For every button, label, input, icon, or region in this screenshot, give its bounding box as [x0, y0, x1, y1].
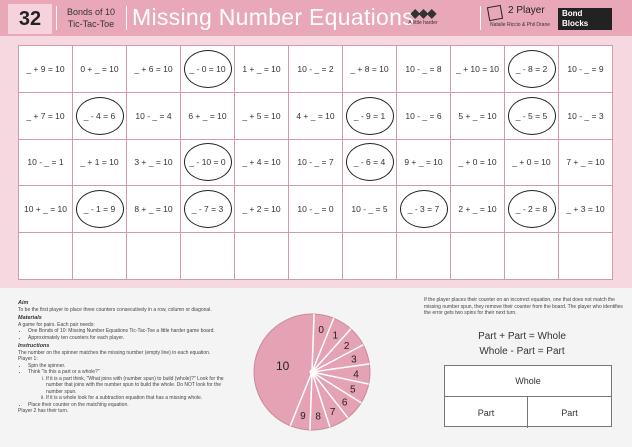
board-cell[interactable] [451, 140, 504, 186]
page-title: Missing Number Equations [132, 4, 415, 30]
equation-text: _ - 1 = 9 [83, 204, 116, 215]
board-cell[interactable] [19, 46, 72, 92]
list-item: ii. If it is a whole look for a subtraction equation that has a missing whole. [46, 395, 236, 402]
board-cell[interactable] [289, 46, 342, 92]
logo-line-2: Blocks [562, 19, 589, 28]
activity-number: 32 [8, 4, 52, 34]
equation-text: 3 + _ = 10 [134, 157, 173, 168]
materials-heading: Materials [18, 315, 42, 321]
instructions-intro: The number on the spinner matches the missing number (empty line) in each equation. [18, 349, 211, 356]
board-cell[interactable] [397, 140, 450, 186]
spinner-label: 8 [315, 411, 321, 423]
board-cell[interactable] [127, 46, 180, 92]
equation-text: _ - 5 = 5 [515, 110, 548, 121]
spinner-label: 6 [341, 397, 348, 409]
board-cell[interactable] [235, 93, 288, 139]
board-cell[interactable] [505, 186, 558, 232]
equation-text: 10 - _ = 4 [135, 110, 172, 121]
spinner-wheel[interactable] [252, 312, 372, 432]
equation-text: _ - 9 = 1 [353, 110, 386, 121]
equation-text: _ + 8 = 10 [350, 63, 389, 74]
subtitle-line-1: Bonds of 10 [66, 7, 116, 17]
equation-text: 5 + _ = 10 [458, 110, 497, 121]
game-board [18, 45, 613, 280]
board-cell[interactable] [505, 233, 558, 279]
board-cell[interactable] [73, 233, 126, 279]
steps-list [18, 363, 236, 409]
equation-text: 7 + _ = 10 [566, 157, 605, 168]
header-divider [56, 6, 57, 30]
board-cell[interactable] [235, 140, 288, 186]
equation-text: 4 + _ = 10 [296, 110, 335, 121]
equation-text: _ + 5 = 10 [242, 110, 281, 121]
equation-text: _ + 0 = 10 [458, 157, 497, 168]
board-cell[interactable] [343, 46, 396, 92]
equation-text: _ - 2 = 8 [515, 204, 548, 215]
spinner-label: 3 [351, 354, 357, 366]
equation-text: _ - 0 = 10 [189, 63, 226, 74]
equation-text: _ + 1 = 10 [80, 157, 119, 168]
list-item: • Spin the spinner. [28, 363, 236, 370]
header-divider [126, 6, 127, 30]
equation-text: 9 + _ = 10 [404, 157, 443, 168]
board-cell[interactable] [343, 233, 396, 279]
equation-text: _ + 2 = 10 [242, 204, 281, 215]
equation-text: 10 - _ = 2 [297, 63, 334, 74]
player-info [488, 5, 552, 31]
logo-line-1: Bond [562, 9, 583, 18]
equation-text: _ - 10 = 0 [189, 157, 226, 168]
equation-text: _ - 4 = 6 [83, 110, 116, 121]
player-2-label: Player 2 has their turn. [18, 408, 69, 414]
board-cell[interactable] [397, 186, 450, 232]
board-cell[interactable] [19, 186, 72, 232]
board-cell[interactable] [127, 93, 180, 139]
materials-list [18, 328, 236, 341]
bond-blocks-logo [558, 8, 612, 30]
equation-text: _ - 3 = 7 [407, 204, 440, 215]
equation-text: 10 + _ = 10 [23, 204, 67, 215]
spinner[interactable] [252, 312, 372, 432]
board-cell[interactable] [181, 186, 234, 232]
header-divider [480, 6, 481, 30]
board-cell[interactable] [73, 46, 126, 92]
difficulty-mark-icon: ◆◆◆ [410, 6, 436, 20]
pencil-square-icon [487, 5, 503, 21]
equation-text: 10 - _ = 1 [27, 157, 64, 168]
board-cell[interactable] [343, 140, 396, 186]
board-cell[interactable] [397, 233, 450, 279]
part-box: Part [561, 407, 578, 418]
equation-text: 10 - _ = 8 [405, 63, 442, 74]
board-cell[interactable] [19, 140, 72, 186]
step-text: Think "Is this a part or a whole?" [28, 369, 100, 375]
board-cell[interactable] [451, 233, 504, 279]
equation-text: _ + 0 = 10 [512, 157, 551, 168]
board-cell[interactable] [181, 46, 234, 92]
equation-part-part-whole: Part + Part = Whole [478, 331, 566, 342]
board-cell[interactable] [73, 186, 126, 232]
instructions-text [18, 298, 236, 415]
aim-text: To be the first player to place three counters consecutively in a row, column or diagonal. [18, 306, 212, 313]
spinner-label: 2 [343, 340, 350, 352]
list-item: • Place their counter on the matching equation. [28, 402, 236, 409]
board-cell[interactable] [559, 233, 612, 279]
substeps-list [28, 376, 236, 402]
page-header [0, 0, 632, 36]
equation-text: 10 - _ = 9 [567, 63, 604, 74]
equation-text: _ - 6 = 4 [353, 157, 386, 168]
equation-text: _ - 8 = 2 [515, 63, 548, 74]
board-cell[interactable] [451, 186, 504, 232]
equation-text: 10 - _ = 5 [351, 204, 388, 215]
equation-text: 10 - _ = 0 [297, 204, 334, 215]
board-cell[interactable] [343, 93, 396, 139]
spinner-label: 1 [332, 330, 339, 342]
board-cell[interactable] [127, 140, 180, 186]
activity-subtitle [58, 6, 124, 30]
spinner-label: 5 [350, 384, 356, 396]
part-box: Part [445, 397, 528, 428]
board-cell[interactable] [73, 140, 126, 186]
list-item: • One Bonds of 10: Missing Number Equations Tic-Tac-Toe a little harder game board. [28, 328, 236, 335]
board-cell[interactable] [397, 93, 450, 139]
materials-intro: A game for pairs. Each pair needs: [18, 321, 95, 328]
equation-text: 8 + _ = 10 [134, 204, 173, 215]
equation-text: _ - 7 = 3 [191, 204, 224, 215]
list-item [28, 369, 236, 402]
part-whole-model [444, 365, 612, 427]
board-cell[interactable] [559, 46, 612, 92]
equation-text: 2 + _ = 10 [458, 204, 497, 215]
board-cell[interactable] [343, 186, 396, 232]
difficulty-badge [406, 6, 440, 26]
equation-text: _ + 3 = 10 [566, 204, 605, 215]
equation-text: _ + 9 = 10 [26, 63, 65, 74]
equation-text: _ + 4 = 10 [242, 157, 281, 168]
subtitle-line-2: Tic-Tac-Toe [67, 19, 115, 29]
board-cell[interactable] [559, 186, 612, 232]
authors: Natalie Riccio & Phil Drane [490, 22, 551, 28]
list-item: i. If it is a part think, "What joins with (number spun) to build (whole)?" Look for the number that joins with the number spun to build the whole. Do NOT look for the number spun. [46, 376, 236, 396]
board-cell[interactable] [73, 93, 126, 139]
board-cell[interactable] [19, 233, 72, 279]
board-cell[interactable] [451, 93, 504, 139]
board-cell[interactable] [505, 46, 558, 92]
board-cell[interactable] [505, 93, 558, 139]
equation-text: _ + 10 = 10 [455, 63, 499, 74]
board-cell[interactable] [559, 140, 612, 186]
board-cell[interactable] [289, 93, 342, 139]
board-cell[interactable] [505, 140, 558, 186]
game-board-panel [0, 36, 632, 288]
equation-text: 1 + _ = 10 [242, 63, 281, 74]
board-cell[interactable] [127, 186, 180, 232]
board-cell[interactable] [289, 233, 342, 279]
board-cell[interactable] [19, 93, 72, 139]
instructions-heading: Instructions [18, 343, 50, 349]
list-item: • Approximately ten counters for each player. [28, 335, 236, 342]
player-count: 2 Player [508, 5, 545, 16]
spinner-label: 7 [329, 406, 336, 418]
equation-text: 10 - _ = 7 [297, 157, 334, 168]
board-cell[interactable] [289, 140, 342, 186]
error-rule-text: If the player places their counter on an incorrect equation, one that does not match the missing number spun, they remove their counter from the board. The player who identifies the error gets two spins for their next turn. [424, 297, 623, 316]
equation-whole-part-part: Whole - Part = Part [479, 346, 565, 357]
equation-text: 6 + _ = 10 [188, 110, 227, 121]
equation-text: _ + 6 = 10 [134, 63, 173, 74]
spinner-label: 9 [300, 411, 306, 423]
equation-text: 10 - _ = 6 [405, 110, 442, 121]
equation-text: _ + 7 = 10 [26, 110, 65, 121]
board-cell[interactable] [451, 46, 504, 92]
spinner-label: 0 [318, 324, 324, 336]
equation-text: 0 + _ = 10 [80, 63, 119, 74]
whole-box: Whole [445, 366, 611, 397]
spinner-label: 4 [353, 369, 359, 381]
spinner-label: 10 [275, 358, 290, 373]
board-cell[interactable] [397, 46, 450, 92]
board-cell[interactable] [181, 93, 234, 139]
aim-heading: Aim [18, 300, 29, 306]
board-cell[interactable] [181, 140, 234, 186]
player-1-label: Player 1: [18, 356, 38, 362]
equation-text: 10 - _ = 3 [567, 110, 604, 121]
board-cell[interactable] [235, 46, 288, 92]
board-cell[interactable] [235, 233, 288, 279]
board-cell[interactable] [181, 233, 234, 279]
difficulty-label: A little harder [408, 20, 438, 26]
board-cell[interactable] [559, 93, 612, 139]
spinner-hub [310, 370, 315, 375]
board-cell[interactable] [235, 186, 288, 232]
board-cell[interactable] [289, 186, 342, 232]
board-cell[interactable] [127, 233, 180, 279]
